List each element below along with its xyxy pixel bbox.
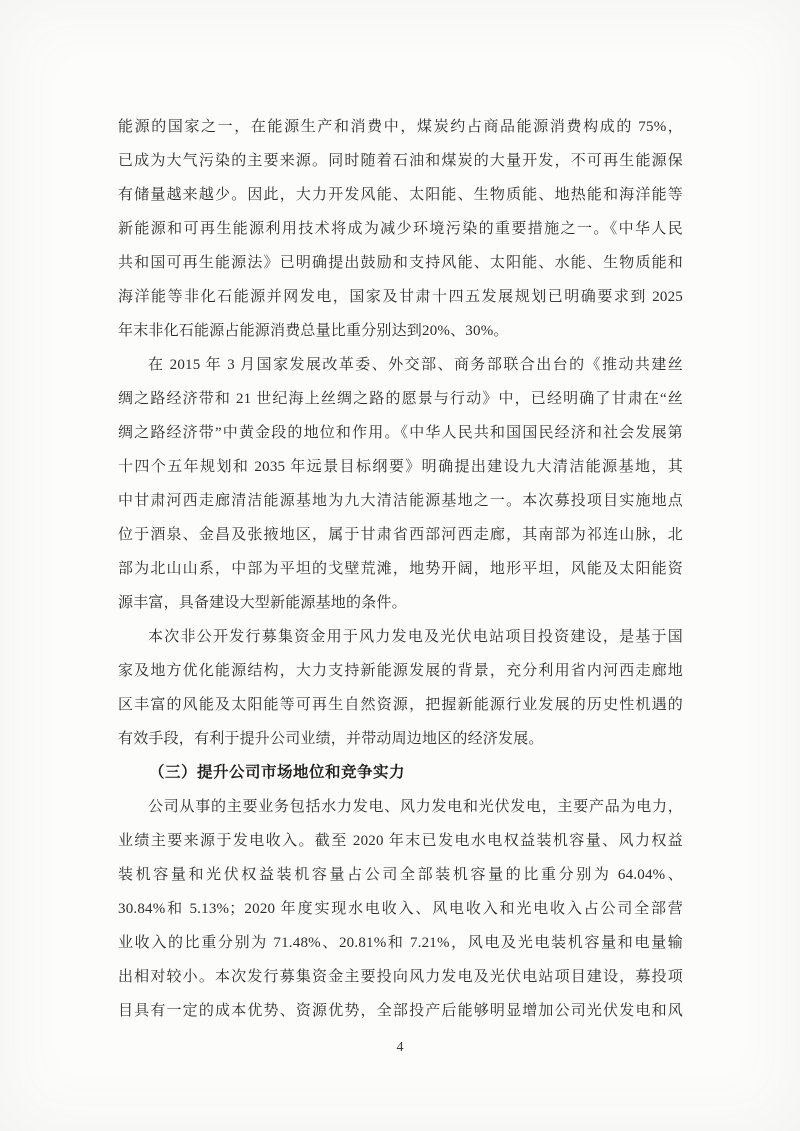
text-line: 绸之路经济带和 21 世纪海上丝绸之路的愿景与行动》中，已经明确了甘肃在“丝 [118, 391, 683, 407]
section-heading: （三）提升公司市场地位和竞争实力 [149, 764, 406, 781]
text-line: 海洋能等非化石能源并网发电，国家及甘肃十四五发展规划已明确要求到 2025 [118, 289, 683, 305]
text-line: 区丰富的风能及太阳能等可再生自然资源，把握新能源行业发展的历史性机遇的 [118, 697, 683, 713]
text-line: 已成为大气污染的主要来源。同时随着石油和煤炭的大量开发，不可再生能源保 [118, 153, 683, 169]
page-number: 4 [396, 1040, 404, 1055]
text-line: 公司从事的主要业务包括水力发电、风力发电和光伏发电，主要产品为电力， [148, 799, 683, 815]
text-line: 业绩主要来源于发电收入。截至 2020 年末已发电水电权益装机容量、风力权益 [118, 833, 683, 849]
page-content [118, 110, 683, 1028]
paragraph-market-position [118, 790, 683, 1028]
text-line: 本次非公开发行募集资金用于风力发电及光伏电站项目投资建设，是基于国 [148, 629, 683, 645]
text-line: 部为北山山系，中部为平坦的戈壁荒滩，地势开阔，地形平坦，风能及太阳能资 [118, 561, 683, 577]
paragraph-energy-consumption [118, 110, 683, 348]
text-line: 新能源和可再生能源利用技术将成为减少环境污染的重要措施之一。《中华人民 [118, 221, 683, 237]
text-line: 装机容量和光伏权益装机容量占公司全部装机容量的比重分别为 64.04%、 [118, 867, 683, 883]
text-line: 30.84%和 5.13%；2020 年度实现水电收入、风电收入和光电收入占公司全部营 [118, 901, 683, 917]
paragraph-fundraising-purpose [118, 620, 683, 756]
text-line: 十四个五年规划和 2035 年远景目标纲要》明确提出建设九大清洁能源基地，其 [118, 459, 683, 475]
text-line: 业收入的比重分别为 71.48%、20.81%和 7.21%，风电及光电装机容量和电量输 [118, 935, 683, 951]
text-line: 位于酒泉、金昌及张掖地区，属于甘肃省西部河西走廊，其南部为祁连山脉，北 [118, 527, 683, 543]
text-line: 有效手段，有利于提升公司业绩，并带动周边地区的经济发展。 [118, 731, 544, 747]
text-line: 目具有一定的成本优势、资源优势，全部投产后能够明显增加公司光伏发电和风 [118, 1003, 683, 1019]
text-line: 家及地方优化能源结构，大力支持新能源发展的背景，充分利用省内河西走廊地 [118, 663, 683, 679]
text-line: 能源的国家之一，在能源生产和消费中，煤炭约占商品能源消费构成的 75%， [118, 119, 683, 135]
text-line: 年末非化石能源占能源消费总量比重分别达到20%、30%。 [118, 323, 509, 339]
text-line: 源丰富，具备建设大型新能源基地的条件。 [118, 595, 407, 611]
paragraph-silk-road [118, 348, 683, 620]
text-line: 出相对较小。本次发行募集资金主要投向风力发电及光伏电站项目建设，募投项 [118, 969, 683, 985]
text-line: 有储量越来越少。因此，大力开发风能、太阳能、生物质能、地热能和海洋能等 [118, 187, 683, 203]
page-footer [0, 1038, 800, 1058]
text-line: 绸之路经济带”中黄金段的地位和作用。《中华人民共和国国民经济和社会发展第 [118, 425, 683, 441]
text-line: 共和国可再生能源法》已明确提出鼓励和支持风能、太阳能、水能、生物质能和 [118, 255, 683, 271]
text-line: 中甘肃河西走廊清洁能源基地为九大清洁能源基地之一。本次募投项目实施地点 [118, 493, 683, 509]
text-line: 在 2015 年 3 月国家发展改革委、外交部、商务部联合出台的《推动共建丝 [148, 357, 683, 373]
